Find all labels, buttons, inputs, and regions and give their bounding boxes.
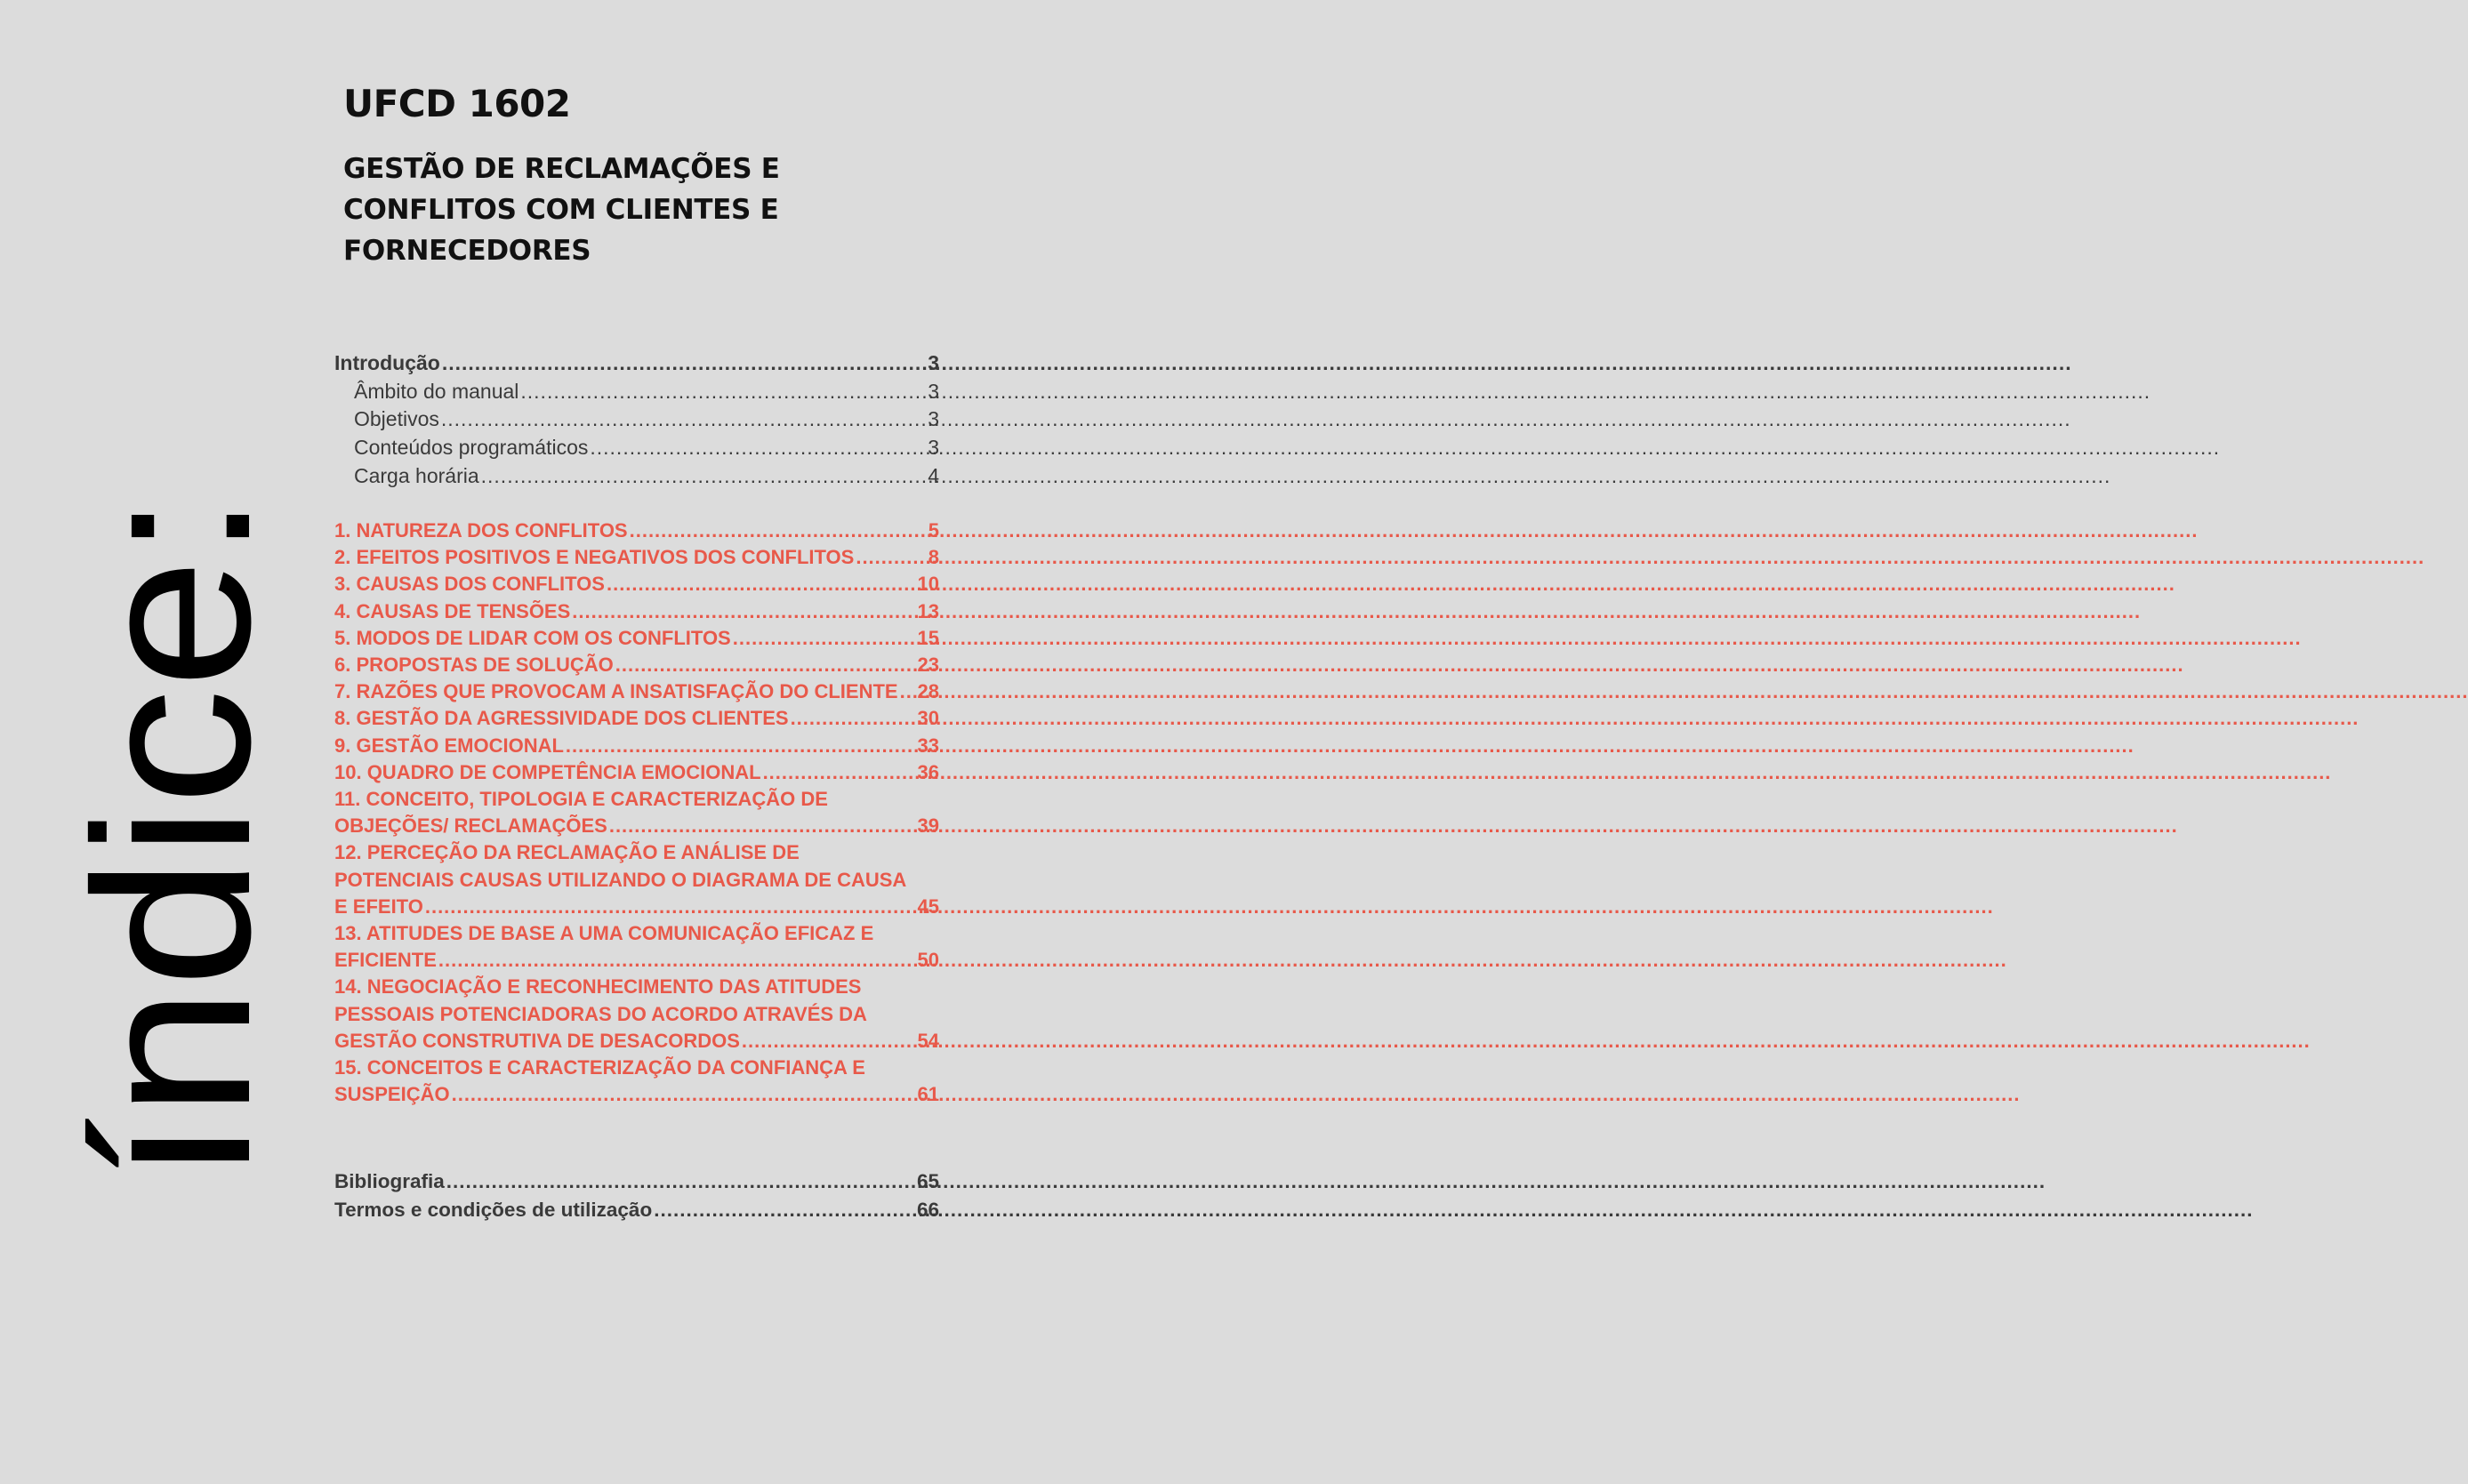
toc-chapter-title: GESTÃO CONSTRUTIVA DE DESACORDOS bbox=[334, 1029, 740, 1052]
toc-chapter-entry[interactable] bbox=[334, 759, 939, 786]
toc-chapter-title: 10. QUADRO DE COMPETÊNCIA EMOCIONAL bbox=[334, 760, 761, 783]
toc-leader bbox=[590, 434, 926, 462]
toc-chapter-title-line: 13. ATITUDES DE BASE A UMA COMUNICAÇÃO EFICAZ E bbox=[334, 922, 874, 945]
toc-leader bbox=[763, 759, 916, 786]
toc-leader bbox=[442, 349, 926, 378]
course-title-line: FORNECEDORES bbox=[343, 235, 591, 267]
toc-page-number: 66 bbox=[916, 1199, 939, 1221]
toc-chapter-entry[interactable] bbox=[334, 1055, 939, 1108]
toc-page-number: 10 bbox=[917, 573, 939, 596]
course-title-line: GESTÃO DE RECLAMAÇÕES E bbox=[343, 153, 780, 185]
toc-leader bbox=[609, 813, 916, 839]
toc-leader bbox=[856, 544, 926, 571]
toc-chapter-row bbox=[334, 625, 939, 652]
toc-leader bbox=[615, 652, 916, 678]
toc-page-number: 28 bbox=[917, 680, 939, 703]
toc-chapter-row bbox=[334, 598, 939, 625]
toc-chapter-entry[interactable] bbox=[334, 705, 939, 732]
toc-chapter-entry[interactable] bbox=[334, 786, 939, 839]
toc-page-number: 65 bbox=[916, 1170, 939, 1192]
toc-entry-label: Âmbito do manual bbox=[354, 379, 519, 403]
toc-chapter-row bbox=[334, 678, 939, 705]
toc-entry-label: Termos e condições de utilização bbox=[334, 1199, 653, 1221]
toc-leader bbox=[441, 405, 926, 434]
toc-page-number: 13 bbox=[917, 599, 939, 622]
toc-chapters bbox=[334, 517, 939, 1108]
toc-entry-label: Objetivos bbox=[354, 407, 439, 431]
toc-chapter-row bbox=[334, 571, 939, 598]
toc-chapter-entry[interactable] bbox=[334, 571, 939, 598]
toc-page-number: 50 bbox=[917, 949, 939, 972]
toc-chapter-title: OBJEÇÕES/ RECLAMAÇÕES bbox=[334, 814, 607, 838]
toc-chapter-entry[interactable] bbox=[334, 920, 939, 974]
toc-chapter-entry[interactable] bbox=[334, 678, 939, 705]
toc-page-number: 15 bbox=[917, 626, 939, 649]
toc-chapter-row bbox=[334, 759, 939, 786]
toc-chapter-row bbox=[334, 1081, 939, 1108]
toc-chapter-title: 1. NATUREZA DOS CONFLITOS bbox=[334, 519, 628, 541]
toc-chapter-title-line: 14. NEGOCIAÇÃO E RECONHECIMENTO DAS ATITUDES bbox=[334, 975, 862, 999]
toc-leader bbox=[733, 625, 916, 652]
toc-page-number: 54 bbox=[917, 1029, 939, 1052]
toc-entry-bibliografia[interactable] bbox=[334, 1167, 939, 1196]
course-title bbox=[343, 148, 966, 271]
toc-page-number: 30 bbox=[917, 707, 939, 730]
toc-leader bbox=[438, 947, 916, 974]
toc-chapter-title: 8. GESTÃO DA AGRESSIVIDADE DOS CLIENTES bbox=[334, 707, 789, 730]
toc-leader bbox=[425, 894, 916, 920]
toc-chapter-row bbox=[334, 733, 939, 759]
toc-chapter-entry[interactable] bbox=[334, 839, 939, 920]
toc-chapter-title: SUSPEIÇÃO bbox=[334, 1083, 450, 1106]
toc-page-number: 8 bbox=[928, 546, 939, 569]
toc-entry-label: Bibliografia bbox=[334, 1170, 445, 1192]
toc-chapter-entry[interactable] bbox=[334, 652, 939, 678]
toc-chapter-title: 4. CAUSAS DE TENSÕES bbox=[334, 599, 571, 622]
document-header bbox=[343, 82, 966, 271]
toc-chapter-title-line: PESSOAIS POTENCIADORAS DO ACORDO ATRAVÉS DA bbox=[334, 1002, 867, 1025]
course-code: UFCD 1602 bbox=[343, 82, 571, 125]
toc-leader bbox=[630, 517, 927, 544]
toc-page-number: 45 bbox=[917, 894, 939, 918]
toc-chapter-row bbox=[334, 705, 939, 732]
toc-chapter-title: E EFEITO bbox=[334, 894, 423, 918]
toc-leader bbox=[520, 378, 926, 406]
toc-entry-termos[interactable] bbox=[334, 1196, 939, 1224]
toc-page-number: 3 bbox=[928, 436, 939, 460]
toc-page-number: 61 bbox=[917, 1083, 939, 1106]
toc-entry-conteudos[interactable] bbox=[334, 434, 939, 462]
toc-leader bbox=[446, 1167, 915, 1196]
toc-chapter-row bbox=[334, 947, 939, 974]
toc-chapter-entry[interactable] bbox=[334, 974, 939, 1055]
toc-page-number: 3 bbox=[928, 351, 939, 374]
toc-chapter-row bbox=[334, 894, 939, 920]
side-title-graphic bbox=[48, 489, 296, 1183]
toc-page-number: 23 bbox=[917, 654, 939, 677]
toc-leader bbox=[481, 462, 927, 491]
toc-page-number: 36 bbox=[917, 760, 939, 783]
toc-chapter-title: 6. PROPOSTAS DE SOLUÇÃO bbox=[334, 654, 614, 677]
toc-chapter-row bbox=[334, 652, 939, 678]
toc-chapter-title: 7. RAZÕES QUE PROVOCAM A INSATISFAÇÃO DO CLIENTE bbox=[334, 680, 898, 703]
toc-page-number: 5 bbox=[928, 519, 939, 541]
toc-leader bbox=[742, 1028, 916, 1055]
toc-entry-introduction[interactable] bbox=[334, 349, 939, 378]
toc-chapter-row bbox=[334, 517, 939, 544]
toc-chapter-entry[interactable] bbox=[334, 598, 939, 625]
toc-chapter-title: 2. EFEITOS POSITIVOS E NEGATIVOS DOS CONFLITOS bbox=[334, 546, 855, 569]
toc-entry-label: Conteúdos programáticos bbox=[354, 436, 589, 460]
toc-leader bbox=[452, 1081, 916, 1108]
toc-chapter-entry[interactable] bbox=[334, 625, 939, 652]
side-title-text: índice: bbox=[48, 527, 296, 1183]
toc-page-number: 3 bbox=[928, 379, 939, 403]
toc-chapter-entry[interactable] bbox=[334, 517, 939, 544]
toc-leader bbox=[654, 1196, 915, 1224]
toc-entry-carga-horaria[interactable] bbox=[334, 462, 939, 491]
toc-chapter-row bbox=[334, 1028, 939, 1055]
toc-leader bbox=[566, 733, 916, 759]
toc-chapter-entry[interactable] bbox=[334, 733, 939, 759]
toc-back-matter bbox=[334, 1167, 939, 1224]
toc-chapter-title-line: 11. CONCEITO, TIPOLOGIA E CARACTERIZAÇÃO DE bbox=[334, 788, 828, 811]
toc-chapter-row bbox=[334, 544, 939, 571]
toc-leader bbox=[791, 705, 916, 732]
toc-chapter-title: 5. MODOS DE LIDAR COM OS CONFLITOS bbox=[334, 626, 731, 649]
toc-chapter-title-line: 15. CONCEITOS E CARACTERIZAÇÃO DA CONFIANÇA E bbox=[334, 1056, 865, 1079]
toc-chapter-entry[interactable] bbox=[334, 544, 939, 571]
toc-page-number: 33 bbox=[917, 734, 939, 757]
toc-entry-objetivos[interactable] bbox=[334, 405, 939, 434]
toc-leader bbox=[607, 571, 916, 598]
toc-entry-label: Introdução bbox=[334, 351, 440, 374]
course-title-line: CONFLITOS COM CLIENTES E bbox=[343, 194, 779, 226]
toc-entry-ambito[interactable] bbox=[334, 378, 939, 406]
toc-chapter-title: 3. CAUSAS DOS CONFLITOS bbox=[334, 573, 605, 596]
toc-chapter-title-line: 12. PERCEÇÃO DA RECLAMAÇÃO E ANÁLISE DE bbox=[334, 841, 800, 864]
toc-introduction bbox=[334, 349, 939, 491]
toc-chapter-title-line: POTENCIAIS CAUSAS UTILIZANDO O DIAGRAMA DE CAUSA bbox=[334, 868, 907, 891]
toc-entry-label: Carga horária bbox=[354, 463, 479, 487]
toc-leader bbox=[900, 678, 916, 705]
toc-leader bbox=[572, 598, 915, 625]
toc-page-number: 39 bbox=[917, 814, 939, 838]
toc-page-number: 4 bbox=[928, 463, 939, 487]
side-title bbox=[48, 489, 296, 1183]
toc-chapter-title: 9. GESTÃO EMOCIONAL bbox=[334, 734, 564, 757]
toc-chapter-title: EFICIENTE bbox=[334, 949, 437, 972]
toc-chapter-row bbox=[334, 813, 939, 839]
toc-page-number: 3 bbox=[928, 407, 939, 431]
